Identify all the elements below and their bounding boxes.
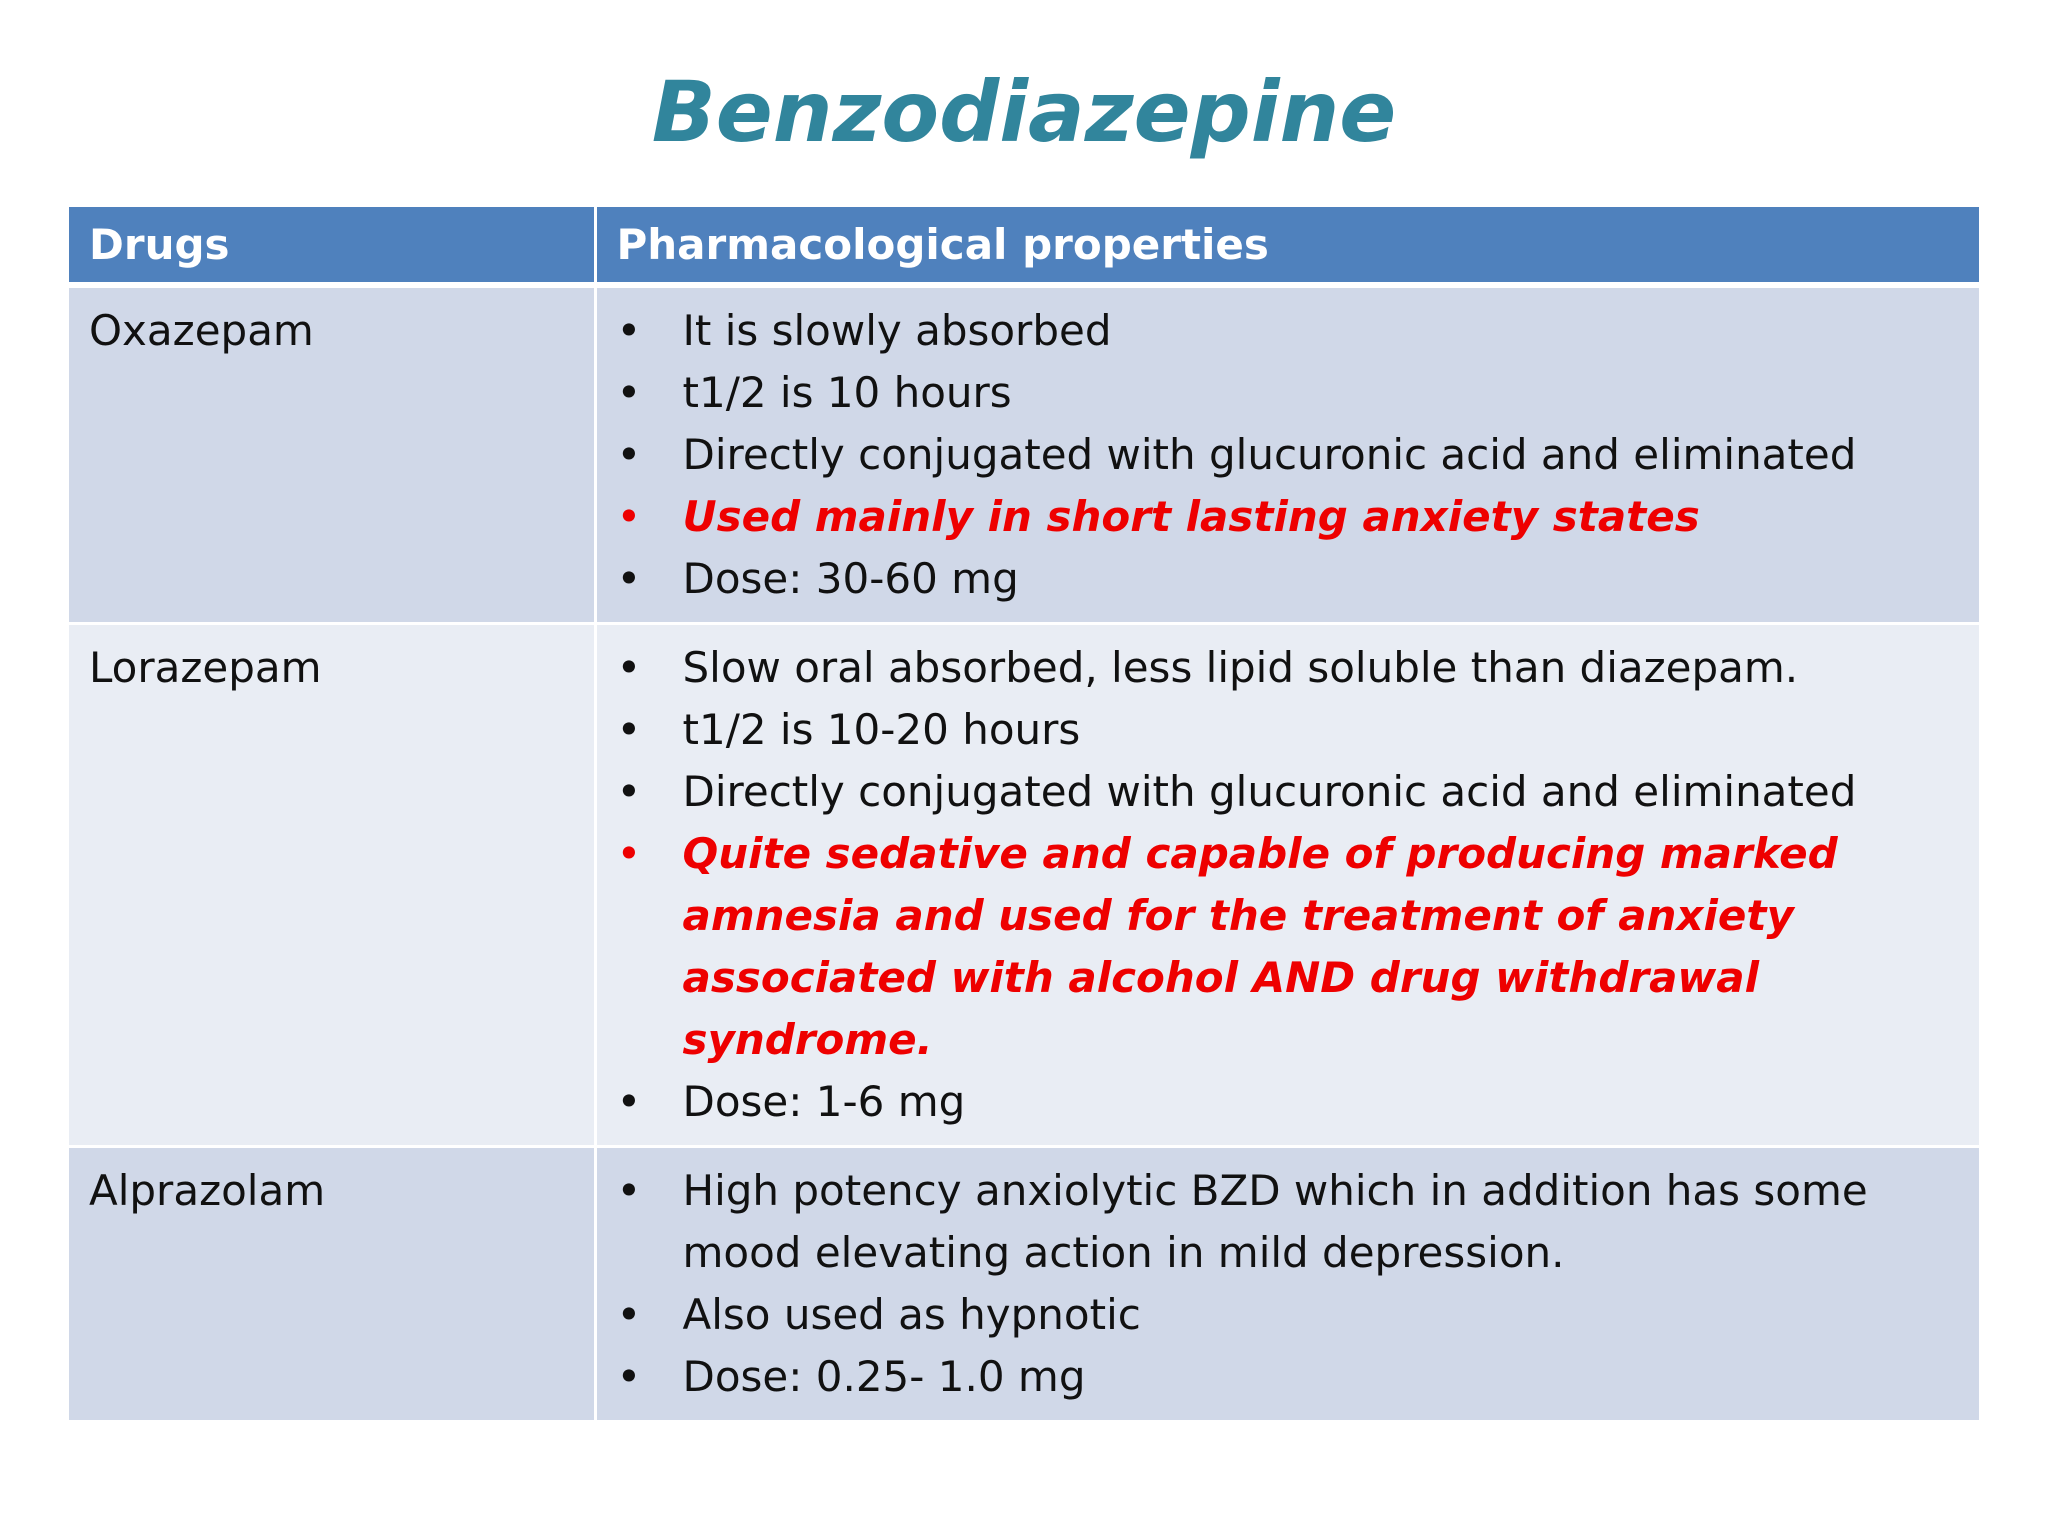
table-row-alprazolam	[69, 1147, 1979, 1422]
property-item	[617, 637, 1980, 699]
slide-title: Benzodiazepine	[651, 63, 1397, 161]
bullet-icon: •	[616, 705, 642, 754]
property-text: Slow oral absorbed, less lipid soluble than diazepam.	[682, 643, 1799, 692]
property-item	[617, 300, 1980, 362]
property-item	[617, 1346, 1980, 1408]
table-row-oxazepam	[69, 285, 1979, 624]
property-text: t1/2 is 10 hours	[682, 368, 1012, 417]
bullet-icon: •	[616, 1290, 642, 1339]
properties-cell	[595, 624, 1979, 1147]
property-text: Dose: 1-6 mg	[682, 1077, 966, 1126]
property-item	[617, 1071, 1980, 1133]
property-text: Used mainly in short lasting anxiety states	[682, 492, 1700, 541]
property-text: It is slowly absorbed	[682, 306, 1112, 355]
bullet-icon: •	[616, 430, 642, 479]
property-item	[617, 1284, 1980, 1346]
property-item-highlighted	[617, 823, 1980, 1071]
drug-name-cell: Lorazepam	[69, 624, 595, 1147]
properties-cell	[595, 285, 1979, 624]
property-item	[617, 362, 1980, 424]
drug-name-cell: Alprazolam	[69, 1147, 595, 1422]
property-item	[617, 1160, 1980, 1284]
properties-list	[617, 637, 1980, 1133]
table-header-row	[69, 207, 1979, 285]
properties-list	[617, 1160, 1980, 1408]
property-text: Quite sedative and capable of producing marked amnesia and used for the treatment of anxiety associated with alcohol AND drug withdrawal syndrome.	[682, 829, 1838, 1064]
bullet-icon: •	[616, 554, 642, 603]
table-row-lorazepam	[69, 624, 1979, 1147]
bullet-icon: •	[616, 492, 642, 541]
property-item	[617, 761, 1980, 823]
property-text: High potency anxiolytic BZD which in addition has some mood elevating action in mild depression.	[682, 1166, 1868, 1277]
property-item	[617, 548, 1980, 610]
property-item	[617, 699, 1980, 761]
bullet-icon: •	[616, 306, 642, 355]
bullet-icon: •	[616, 643, 642, 692]
drug-properties-table	[69, 207, 1979, 1423]
bullet-icon: •	[616, 829, 642, 878]
property-text: t1/2 is 10-20 hours	[682, 705, 1081, 754]
property-item-highlighted	[617, 486, 1980, 548]
drug-name-cell: Oxazepam	[69, 285, 595, 624]
header-drugs: Drugs	[69, 207, 595, 285]
bullet-icon: •	[616, 1352, 642, 1401]
property-text: Dose: 30-60 mg	[682, 554, 1019, 603]
bullet-icon: •	[616, 368, 642, 417]
bullet-icon: •	[616, 767, 642, 816]
property-text: Directly conjugated with glucuronic acid and eliminated	[682, 430, 1857, 479]
property-text: Directly conjugated with glucuronic acid and eliminated	[682, 767, 1857, 816]
bullet-icon: •	[616, 1077, 642, 1126]
properties-cell	[595, 1147, 1979, 1422]
bullet-icon: •	[616, 1166, 642, 1215]
property-item	[617, 424, 1980, 486]
property-text: Also used as hypnotic	[682, 1290, 1141, 1339]
properties-list	[617, 300, 1980, 610]
header-pharmacological-properties: Pharmacological properties	[595, 207, 1979, 285]
property-text: Dose: 0.25- 1.0 mg	[682, 1352, 1086, 1401]
